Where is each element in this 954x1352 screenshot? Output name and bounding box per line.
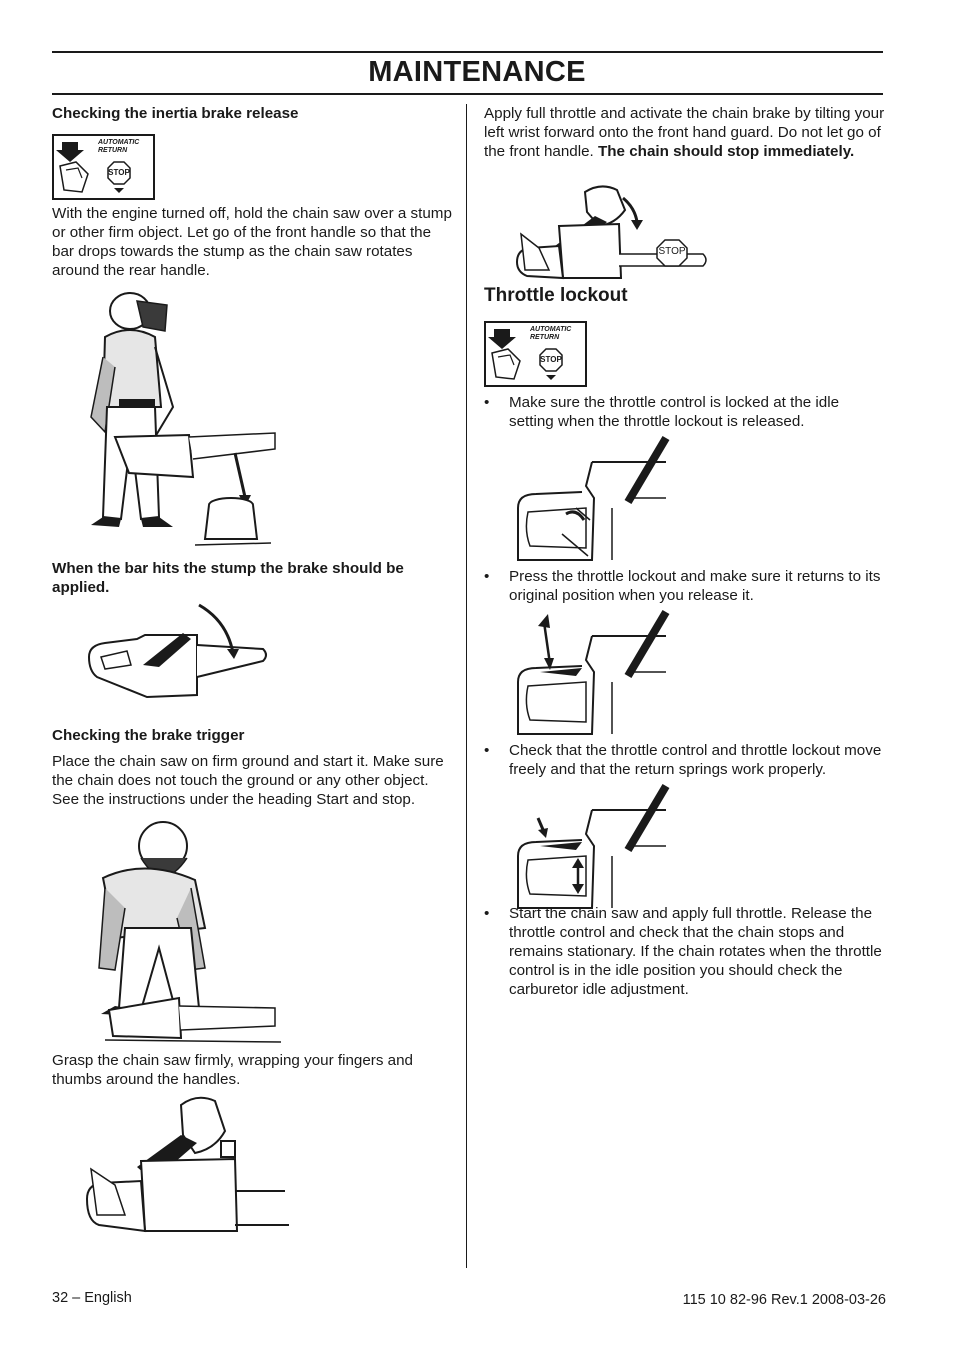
operator-stump-illustration	[85, 287, 285, 552]
header-bottom-rule	[52, 93, 883, 95]
throttle-free-movement-illustration	[516, 786, 668, 911]
throttle-lockout-press-illustration	[516, 612, 668, 737]
chain-brake-wrist-illustration	[515, 182, 710, 282]
automatic-return-icon-box-2	[484, 321, 587, 387]
grip-handles-illustration	[85, 1095, 290, 1235]
stop-label: STOP	[108, 168, 130, 177]
bullet-text: Start the chain saw and apply full throttle. Release the throttle control and check that the chain stops and remains stationary. If the chain rotates when the throttle control is in the idle position you should check the carburetor idle adjustment.	[509, 905, 882, 998]
document-reference: 115 10 82-96 Rev.1 2008-03-26	[682, 1292, 886, 1308]
return-label-2: RETURN	[530, 334, 560, 341]
operator-ground-start-illustration	[85, 818, 285, 1043]
grasp-instructions: Grasp the chain saw firmly, wrapping your fingers and thumbs around the handles.	[52, 1052, 414, 1088]
full-throttle-instructions	[484, 104, 886, 161]
bullet-marker: •	[484, 742, 490, 759]
brake-trigger-instructions: Place the chain saw on firm ground and start it. Make sure the chain does not touch the ground or any other object. See the instructions under the heading Start and stop.	[52, 753, 444, 808]
section-heading-inertia-brake: Checking the inertia brake release	[52, 105, 299, 122]
chain-stop-emphasis: The chain should stop immediately.	[598, 143, 855, 160]
column-divider	[466, 104, 467, 1268]
page-title: MAINTENANCE	[368, 56, 586, 88]
page-number: 32 – English	[52, 1290, 132, 1306]
throttle-idle-illustration	[516, 438, 668, 563]
bullet-text: Check that the throttle control and throttle lockout move freely and that the return springs work properly.	[509, 742, 882, 778]
bullet-text: Press the throttle lockout and make sure it returns to its original position when you release it.	[509, 568, 881, 604]
header-top-rule	[52, 51, 883, 53]
full-throttle-text: Apply full throttle and activate the chain brake by tilting your left wrist forward onto the front hand guard. Do not let go of the front handle.	[484, 105, 885, 160]
section-heading-brake-trigger: Checking the brake trigger	[52, 727, 245, 744]
automatic-return-icon-box	[52, 134, 155, 200]
automatic-label-2: AUTOMATIC	[530, 326, 572, 333]
bullet-item	[484, 393, 886, 433]
stump-brake-note: When the bar hits the stump the brake should be applied.	[52, 560, 404, 596]
stop-sign-label: STOP	[658, 246, 686, 257]
automatic-label: AUTOMATIC	[98, 139, 140, 146]
bullet-text: Make sure the throttle control is locked at the idle setting when the throttle lockout is released.	[509, 394, 840, 430]
stop-label-2: STOP	[540, 355, 562, 364]
return-label: RETURN	[98, 147, 128, 154]
throttle-lockout-heading: Throttle lockout	[484, 285, 628, 306]
bullet-marker: •	[484, 568, 490, 585]
bullet-marker: •	[484, 905, 490, 922]
bullet-marker: •	[484, 394, 490, 411]
inertia-brake-instructions: With the engine turned off, hold the chain saw over a stump or other firm object. Let go of the front handle so that the bar drops towards the stump as the chain saw rotates around the rear handle.	[52, 205, 452, 279]
bullet-item	[484, 741, 886, 781]
bullet-item	[484, 567, 886, 607]
chain-brake-activation-illustration	[87, 605, 272, 720]
bullet-item	[484, 904, 886, 1004]
